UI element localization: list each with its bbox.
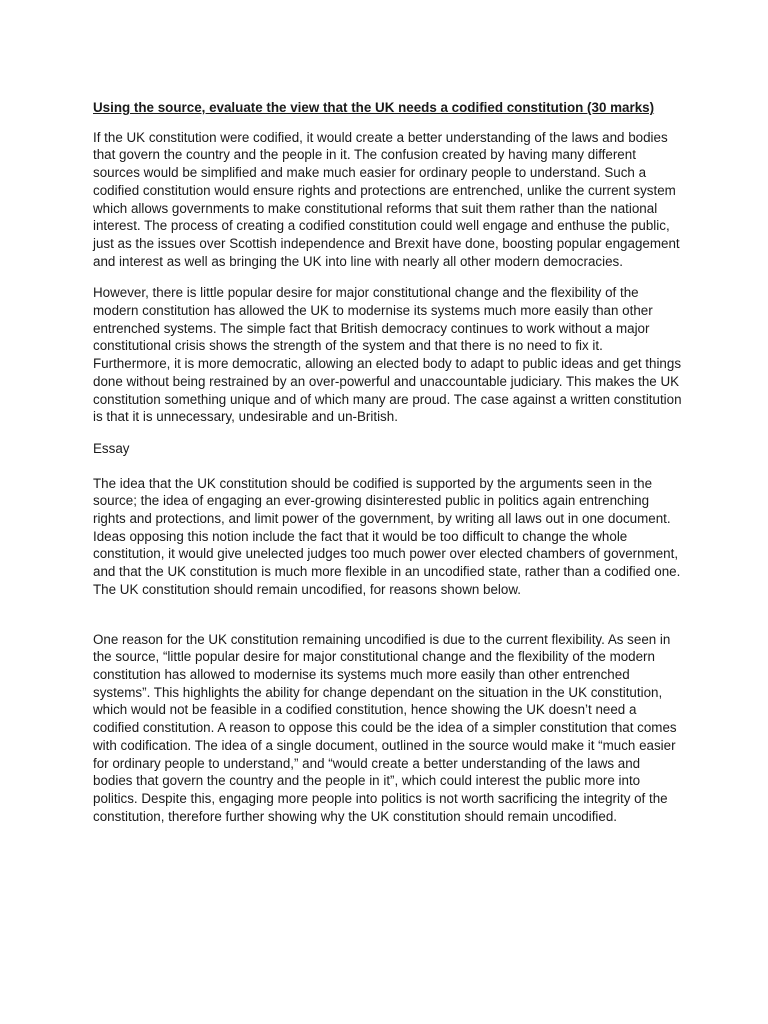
source-paragraph-1: If the UK constitution were codified, it would create a better understanding of the laws and bodies that govern the country and the people in it. The confusion created by having many different sources would be simplified and make much easier for ordinary people to understand. Such a codified constitution would ensure rights and protections are entrenched, unlike the current system which allows governments to make constitutional reforms that suit them rather than the national interest. The process of creating a codified constitution could well engage and enthuse the public, just as the issues over Scottish independence and Brexit have done, boosting popular engagement and interest as well as bringing the UK into line with nearly all other modern democracies. bbox=[93, 129, 680, 269]
essay-heading: Essay bbox=[93, 440, 130, 456]
source-paragraph-2: However, there is little popular desire for major constitutional change and the flexibility of the modern constitution has allowed the UK to modernise its systems much more easily than other entrenched systems. The simple fact that British democracy continues to work without a major constitutional crisis shows the strength of the system and that there is no need to fix it. Furthermore, it is more democratic, allowing an elected body to adapt to public ideas and get things done without being restrained by an over-powerful and unaccountable judiciary. This makes the UK constitution something unique and of which many are proud. The case against a written constitution is that it is unnecessary, undesirable and un-British. bbox=[93, 285, 682, 425]
essay-paragraph-1: The idea that the UK constitution should be codified is supported by the arguments seen in the source; the idea of engaging an ever-growing disinterested public in politics again entrenching rights and protections, and limit power of the government, by writing all laws out in one document. Ideas opposing this notion include the fact that it would be too difficult to change the whole constitution, it would give unelected judges too much power over elected chambers of government, and that the UK constitution is much more flexible in an uncodified state, rather than a codified one. The UK constitution should remain uncodified, for reasons shown below. bbox=[93, 475, 681, 597]
paragraph-spacer bbox=[93, 613, 683, 631]
question-title: Using the source, evaluate the view that the UK needs a codified constitution (30 marks) bbox=[93, 100, 655, 115]
essay-paragraph-2: One reason for the UK constitution remaining uncodified is due to the current flexibility. As seen in the source, “little popular desire for major constitutional change and the flexibility of the modern constitution has allowed to modernise its systems much more easily than other entrenched systems”. This highlights the ability for change dependant on the situation in the UK constitution, which would not be feasible in a codified constitution, hence showing the UK doesn’t need a codified constitution. A reason to oppose this could be the idea of a simpler constitution that comes with codification. The idea of a single document, outlined in the source would make it “much easier for ordinary people to understand,” and “would create a better understanding of the laws and bodies that govern the country and the people in it”, which could interest the public more into politics. Despite this, engaging more people into politics is not worth sacrificing the integrity of the constitution, therefore further showing why the UK constitution should remain uncodified. bbox=[93, 631, 677, 824]
document-page bbox=[93, 99, 683, 839]
